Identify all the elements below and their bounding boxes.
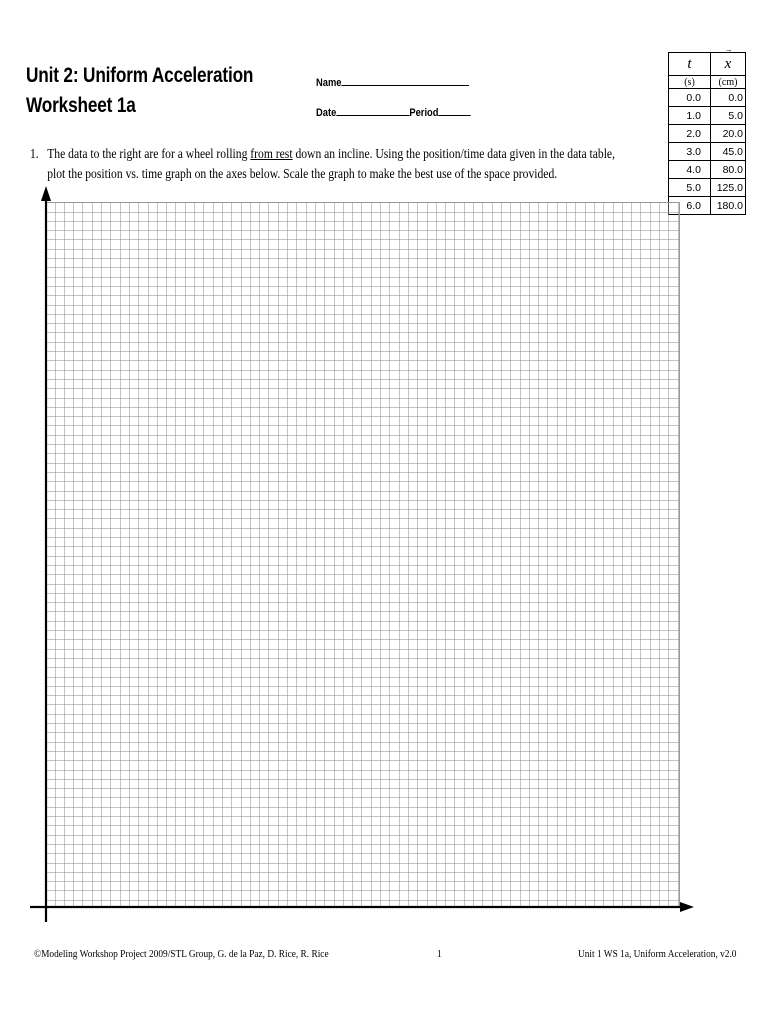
time-cell: 1.0 xyxy=(669,107,711,125)
time-unit: (s) xyxy=(669,76,711,89)
question-number: 1. xyxy=(30,146,39,161)
position-cell: 5.0 xyxy=(711,107,746,125)
position-cell: 125.0 xyxy=(711,179,746,197)
footer-copyright: ©Modeling Workshop Project 2009/STL Group, G. de la Paz, D. Rice, R. Rice xyxy=(34,948,329,960)
time-cell: 4.0 xyxy=(669,161,711,179)
position-vector-symbol: → x xyxy=(725,56,732,73)
position-cell: 45.0 xyxy=(711,143,746,161)
position-cell: 180.0 xyxy=(711,197,746,215)
time-cell: 3.0 xyxy=(669,143,711,161)
question-text-part: down an incline. Using the position/time data given in the data table, plot the position vs. time graph on the axes below. Scale the graph to make the best use of the space provided. xyxy=(47,146,615,181)
time-cell: 6.0 xyxy=(669,197,711,215)
worksheet-subtitle: Worksheet 1a xyxy=(26,94,136,117)
position-cell: 20.0 xyxy=(711,125,746,143)
date-label: Date xyxy=(316,107,337,119)
footer-document-id: Unit 1 WS 1a, Uniform Acceleration, v2.0 xyxy=(578,948,737,960)
question-underlined-text: from rest xyxy=(250,146,293,161)
footer-page-number: 1 xyxy=(437,948,442,960)
time-cell: 0.0 xyxy=(669,89,711,107)
position-unit: (cm) xyxy=(711,76,746,89)
question-text-part: The data to the right are for a wheel rolling xyxy=(47,146,251,161)
name-label: Name xyxy=(316,77,342,89)
worksheet-title: Unit 2: Uniform Acceleration xyxy=(26,64,254,87)
time-symbol: t xyxy=(669,53,711,76)
position-cell: 80.0 xyxy=(711,161,746,179)
time-cell: 5.0 xyxy=(669,179,711,197)
position-cell: 0.0 xyxy=(711,89,746,107)
period-label: Period xyxy=(409,107,439,119)
y-axis-arrow-icon xyxy=(41,186,51,201)
time-cell: 2.0 xyxy=(669,125,711,143)
x-axis-arrow-icon xyxy=(680,902,694,912)
